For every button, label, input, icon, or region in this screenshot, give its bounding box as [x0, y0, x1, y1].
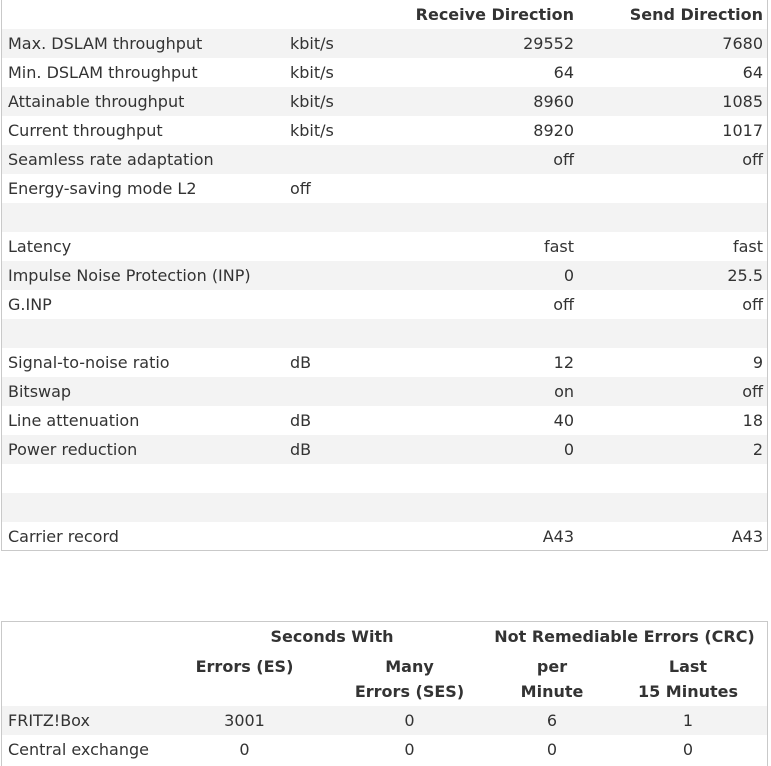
row-receive-value: 12 — [553, 353, 574, 372]
row-receive-value: 29552 — [523, 34, 574, 53]
row-receive-value: 8920 — [533, 121, 574, 140]
line-table-header — [2, 0, 767, 29]
row-receive-value: fast — [543, 237, 574, 256]
table-row — [2, 116, 767, 145]
row-send-value: 1017 — [722, 121, 763, 140]
table-row — [2, 435, 767, 464]
row-receive-value: A43 — [542, 527, 574, 546]
row-receive-value: 64 — [553, 63, 574, 82]
row-label: Max. DSLAM throughput — [8, 34, 203, 53]
row-label: Carrier record — [8, 527, 119, 546]
per-minute-value: 0 — [546, 740, 558, 759]
row-label: Energy-saving mode L2 — [8, 179, 197, 198]
receive-direction-header: Receive Direction — [415, 5, 574, 24]
table-row — [2, 261, 767, 290]
dsl-line-table — [1, 0, 768, 551]
table-row — [2, 58, 767, 87]
errors-es-column-header: Errors (ES) — [195, 657, 294, 676]
ses-value: 0 — [404, 711, 415, 730]
row-send-value: 25.5 — [727, 266, 763, 285]
table-row-spacer — [2, 493, 767, 522]
per-minute-value: 6 — [546, 711, 558, 730]
row-send-value: off — [742, 150, 763, 169]
row-send-value: 18 — [742, 411, 763, 430]
row-label: Seamless rate adaptation — [8, 150, 214, 169]
ses-value: 0 — [404, 740, 415, 759]
row-label: Current throughput — [8, 121, 163, 140]
row-label: Central exchange — [8, 740, 149, 759]
row-label: Line attenuation — [8, 411, 140, 430]
row-label: G.INP — [8, 295, 52, 314]
row-label: Attainable throughput — [8, 92, 185, 111]
row-send-value: off — [742, 295, 763, 314]
row-receive-value: off — [553, 295, 574, 314]
error-statistics-table — [1, 621, 768, 766]
row-label: Latency — [8, 237, 72, 256]
row-label: Bitswap — [8, 382, 72, 401]
es-value: 0 — [239, 740, 250, 759]
row-receive-value: 0 — [563, 266, 574, 285]
row-send-value: fast — [732, 237, 763, 256]
seconds-with-group-header: Seconds With — [270, 627, 394, 646]
many-errors-ses-column-header: Many Errors (SES) — [354, 657, 465, 701]
row-label: Signal-to-noise ratio — [8, 353, 170, 372]
row-receive-value: 40 — [553, 411, 574, 430]
row-unit: off — [290, 179, 311, 198]
row-send-value: 2 — [752, 440, 763, 459]
row-unit: kbit/s — [290, 34, 334, 53]
table-row-spacer — [2, 319, 767, 348]
row-send-value: 7680 — [722, 34, 763, 53]
row-unit: kbit/s — [290, 63, 334, 82]
row-send-value: 1085 — [722, 92, 763, 111]
row-receive-value: 8960 — [533, 92, 574, 111]
send-direction-header: Send Direction — [629, 5, 763, 24]
table-row — [2, 87, 767, 116]
row-send-value: 64 — [742, 63, 763, 82]
row-unit: dB — [290, 440, 312, 459]
row-send-value: off — [742, 382, 763, 401]
table-row — [2, 290, 767, 319]
table-row — [2, 29, 767, 58]
row-send-value: A43 — [731, 527, 763, 546]
row-unit: dB — [290, 353, 312, 372]
crc-group-header: Not Remediable Errors (CRC) — [494, 627, 755, 646]
row-receive-value: 0 — [563, 440, 574, 459]
row-unit: dB — [290, 411, 312, 430]
row-unit: kbit/s — [290, 121, 334, 140]
row-label: Min. DSLAM throughput — [8, 63, 198, 82]
last-15-minutes-column-header: Last 15 Minutes — [637, 657, 739, 701]
last-15-value: 0 — [682, 740, 694, 759]
table-row — [2, 232, 767, 261]
es-value: 3001 — [224, 711, 265, 730]
table-row — [2, 174, 767, 203]
row-label: FRITZ!Box — [8, 711, 90, 730]
row-label: Impulse Noise Protection (INP) — [8, 266, 251, 285]
table-row — [2, 348, 767, 377]
table-row — [2, 145, 767, 174]
row-receive-value: on — [554, 382, 574, 401]
row-unit: kbit/s — [290, 92, 334, 111]
table-row — [2, 735, 767, 764]
table-row-spacer — [2, 203, 767, 232]
table-row — [2, 406, 767, 435]
row-label: Power reduction — [8, 440, 138, 459]
table-row — [2, 706, 767, 735]
last-15-value: 1 — [682, 711, 694, 730]
row-send-value: 9 — [752, 353, 763, 372]
table-row-spacer — [2, 464, 767, 493]
table-row — [2, 522, 767, 551]
row-receive-value: off — [553, 150, 574, 169]
per-minute-column-header: per Minute — [520, 657, 584, 701]
table-row — [2, 377, 767, 406]
